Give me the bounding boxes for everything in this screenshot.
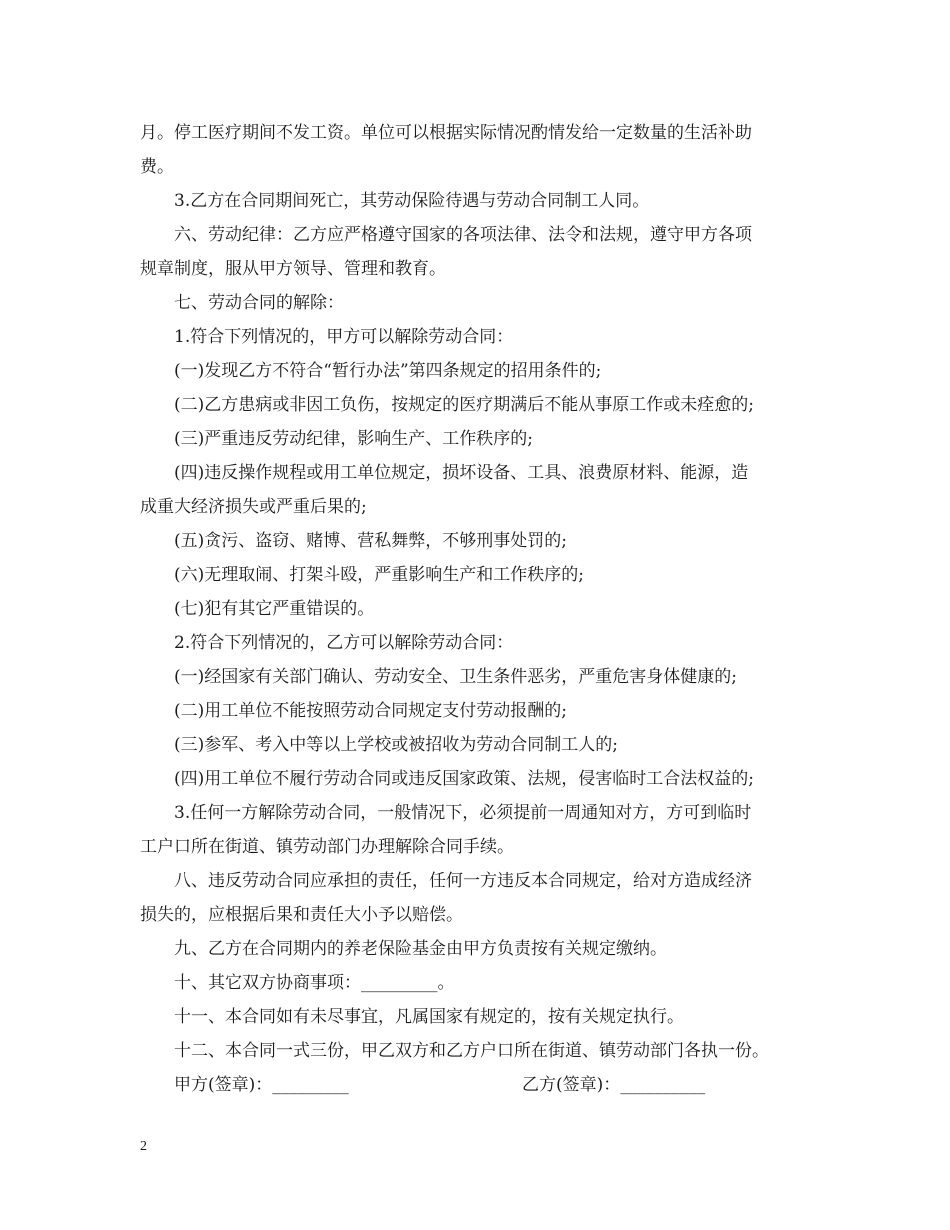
list-item: (二)乙方患病或非因工负伤，按规定的医疗期满后不能从事原工作或未痊愈的;: [174, 395, 754, 415]
list-item: (三)参军、考入中等以上学校或被招收为劳动合同制工人的;: [174, 735, 618, 755]
section-six-labor-discipline: 六、劳动纪律：乙方应严格遵守国家的各项法律、法令和法规，遵守甲方各项: [174, 225, 752, 245]
section-twelve-copies: 十二、本合同一式三份，甲乙双方和乙方户口所在街道、镇劳动部门各执一份。: [174, 1041, 769, 1061]
page-number: 2: [140, 1139, 147, 1154]
clause-party-b-termination: 2.符合下列情况的，乙方可以解除劳动合同：: [174, 633, 514, 653]
party-a-signature: 甲方(签章)：_________: [174, 1075, 349, 1095]
list-item: (四)违反操作规程或用工单位规定，损坏设备、工具、浪费原材料、能源，造: [174, 463, 749, 483]
party-b-signature: 乙方(签章)：__________: [522, 1075, 706, 1095]
clause-death-insurance: 3.乙方在合同期间死亡，其劳动保险待遇与劳动合同制工人同。: [174, 191, 650, 211]
section-eight-liability: 八、违反劳动合同应承担的责任，任何一方违反本合同规定，给对方造成经济: [174, 871, 752, 891]
section-seven-heading: 七、劳动合同的解除：: [174, 293, 344, 313]
clause-notice-period: 3.任何一方解除劳动合同，一般情况下，必须提前一周通知对方，方可到临时: [174, 803, 752, 823]
clause-notice-continuation: 工户口所在街道、镇劳动部门办理解除合同手续。: [140, 837, 514, 857]
clause-party-a-termination: 1.符合下列情况的，甲方可以解除劳动合同：: [174, 327, 514, 347]
section-ten-other-matters: 十、其它双方协商事项：_________。: [174, 973, 455, 993]
list-item: (七)犯有其它严重错误的。: [174, 599, 375, 619]
paragraph-line-continuation: 费。: [140, 157, 174, 177]
list-item: (一)发现乙方不符合“暂行办法”第四条规定的招用条件的;: [174, 361, 602, 381]
list-item: (四)用工单位不履行劳动合同或违反国家政策、法规，侵害临时工合法权益的;: [174, 769, 754, 789]
section-six-continuation: 规章制度，服从甲方领导、管理和教育。: [140, 259, 446, 279]
signature-row: [140, 1068, 820, 1102]
list-item: (二)用工单位不能按照劳动合同规定支付劳动报酬的;: [174, 701, 567, 721]
section-eleven-unresolved: 十一、本合同如有未尽事宜，凡属国家有规定的，按有关规定执行。: [174, 1007, 684, 1027]
section-nine-pension: 九、乙方在合同期内的养老保险基金由甲方负责按有关规定缴纳。: [174, 939, 667, 959]
list-item: (五)贪污、盗窃、赌博、营私舞弊，不够刑事处罚的;: [174, 531, 567, 551]
list-item: (三)严重违反劳动纪律，影响生产、工作秩序的;: [174, 429, 533, 449]
list-item-continuation: 成重大经济损失或严重后果的;: [140, 497, 367, 517]
paragraph-line-continuation: 月。停工医疗期间不发工资。单位可以根据实际情况酌情发给一定数量的生活补助: [140, 123, 752, 143]
list-item: (六)无理取闹、打架斗殴，严重影响生产和工作秩序的;: [174, 565, 584, 585]
list-item: (一)经国家有关部门确认、劳动安全、卫生条件恶劣，严重危害身体健康的;: [174, 667, 737, 687]
document-body: [140, 116, 820, 1102]
section-eight-continuation: 损失的，应根据后果和责任大小予以赔偿。: [140, 905, 463, 925]
